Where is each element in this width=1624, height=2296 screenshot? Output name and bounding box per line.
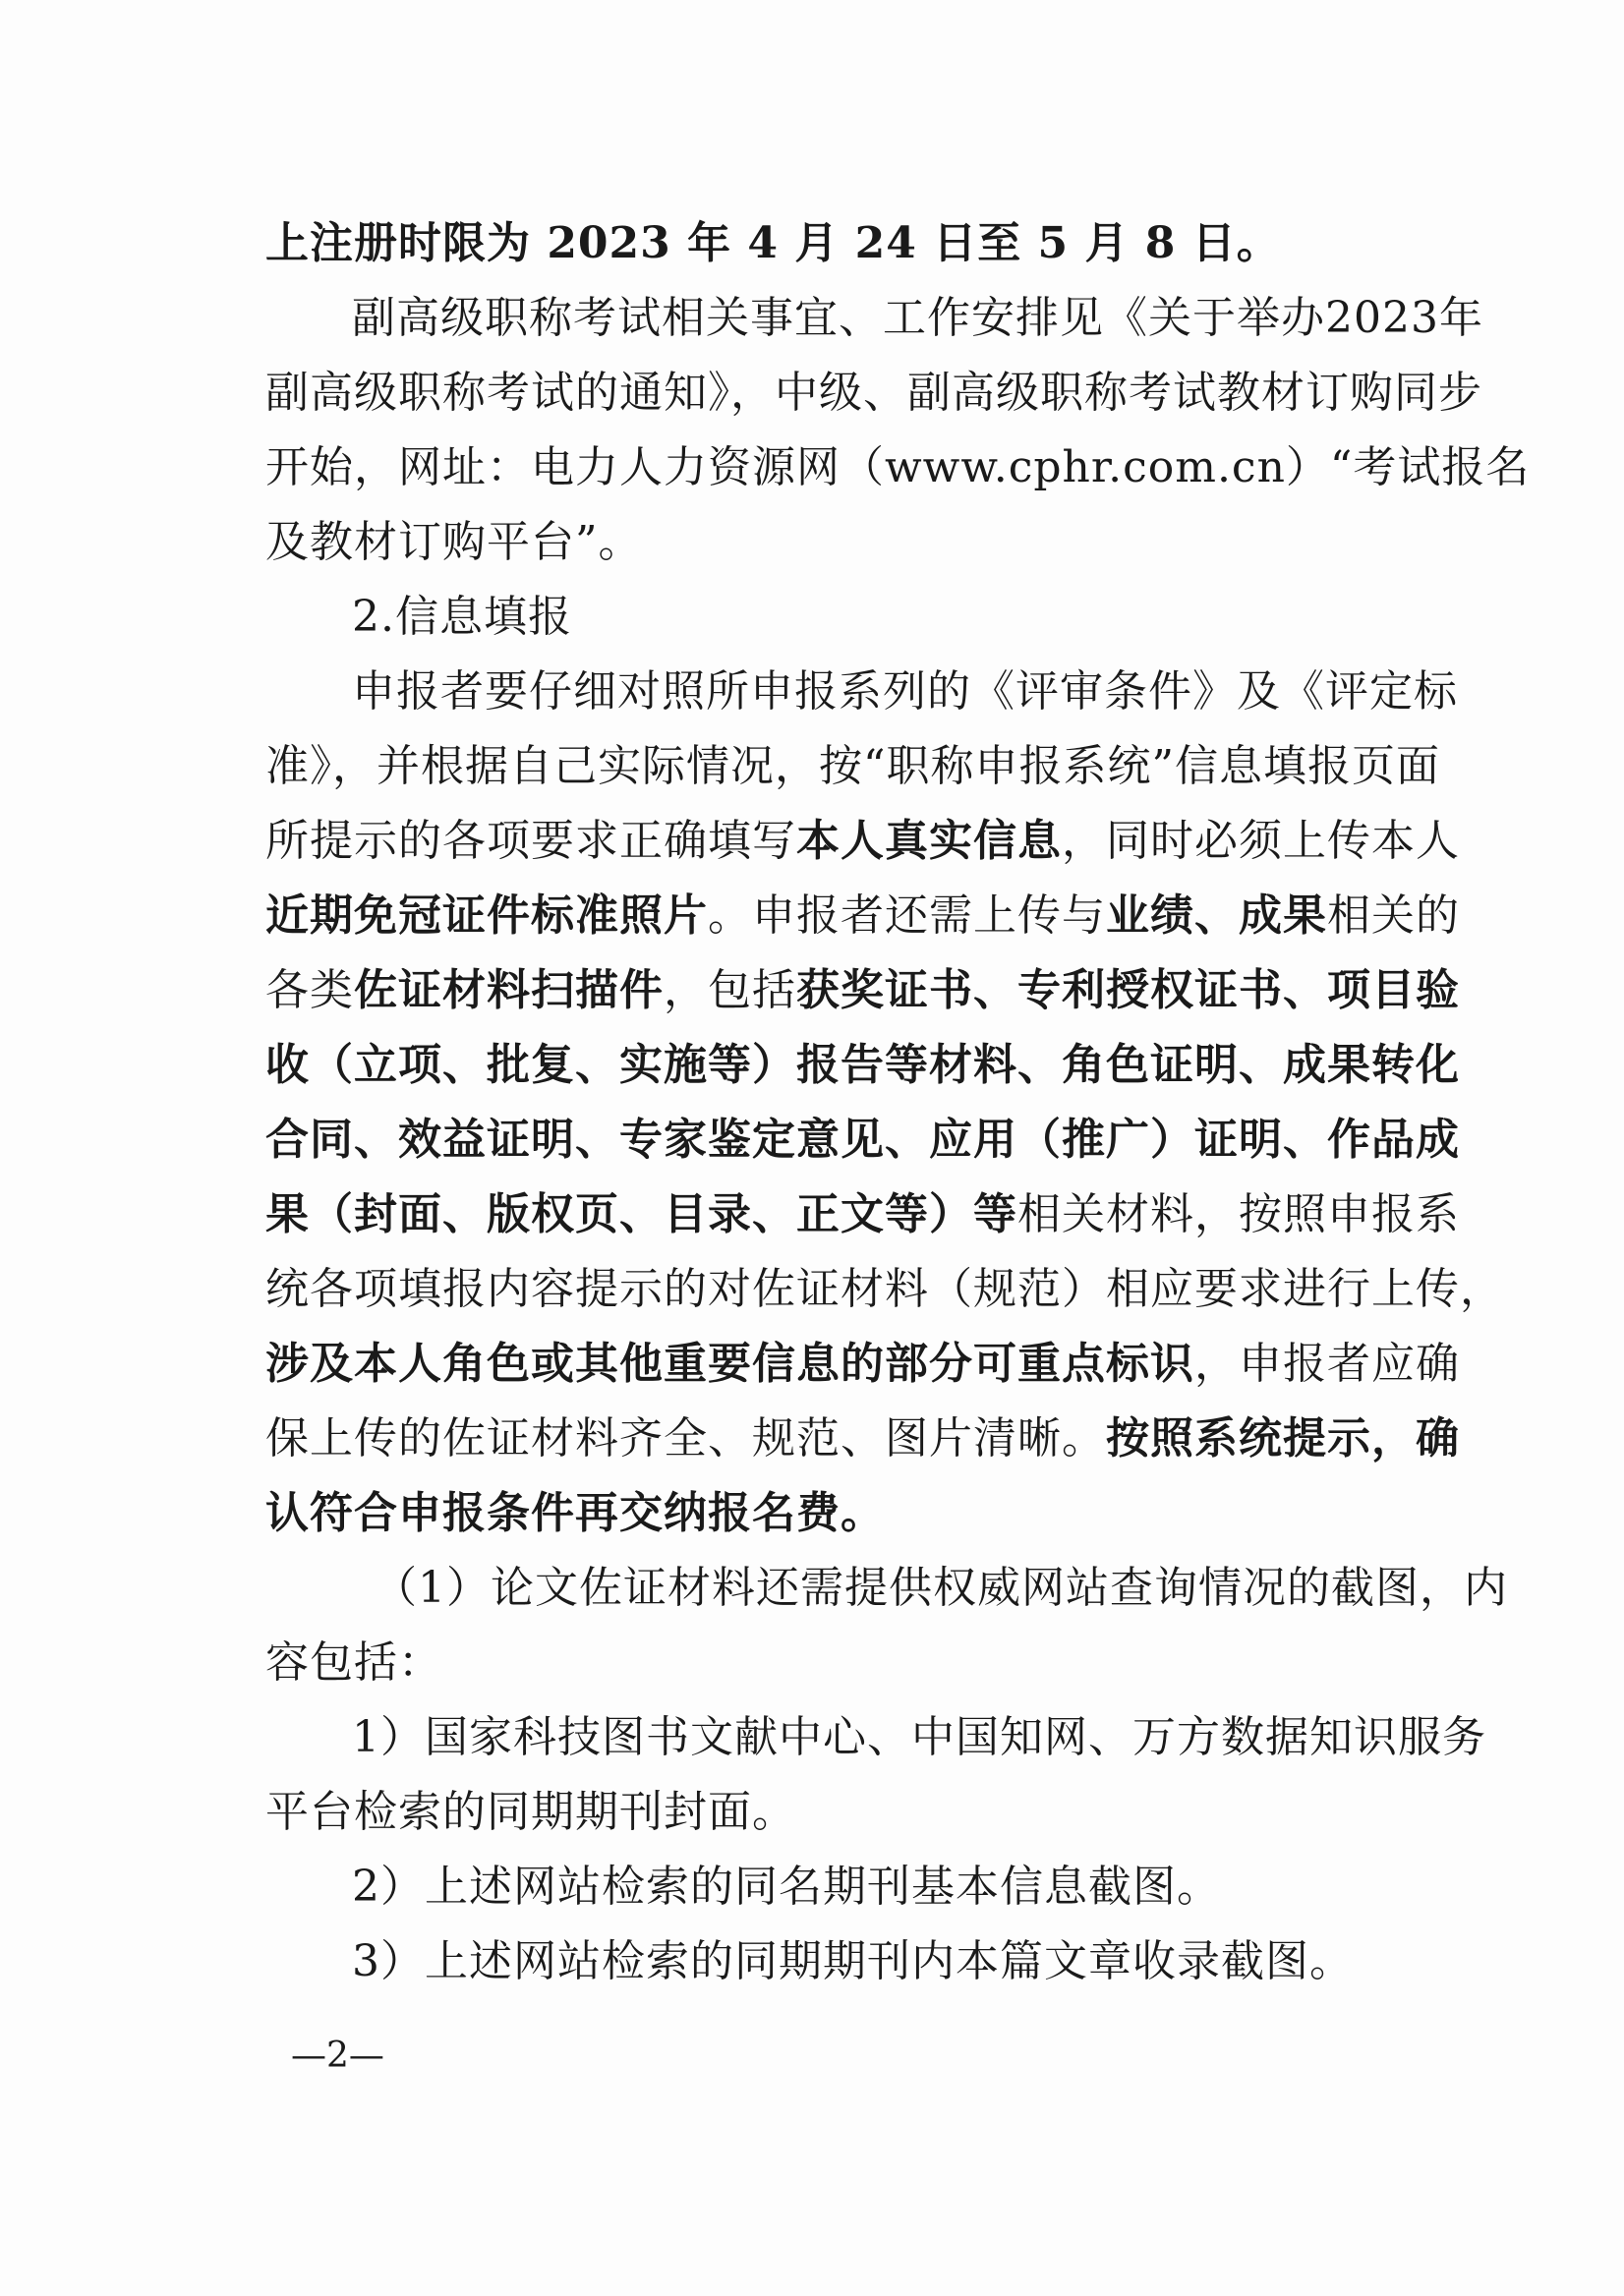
paragraph-line xyxy=(265,1476,1414,1551)
paragraph-line xyxy=(265,1252,1504,1327)
text-segment: ，同时必须上传本人 xyxy=(1062,816,1460,866)
paragraph-line xyxy=(265,206,1414,281)
paragraph-line xyxy=(265,953,1460,1028)
paragraph-line xyxy=(265,430,1531,505)
paragraph-line xyxy=(265,804,1460,879)
text-segment-bold: 本人真实信息 xyxy=(796,816,1062,866)
text-segment: 相关材料，按照申报系 xyxy=(1017,1189,1460,1239)
text-segment: 所提示的各项要求正确填写 xyxy=(265,816,796,866)
paragraph-line xyxy=(265,281,1483,356)
paragraph-line xyxy=(265,1551,1508,1626)
text-segment-bold: 果（封面、版权页、目录、正文等）等 xyxy=(265,1189,1017,1239)
text-segment-bold: 按照系统提示，确 xyxy=(1106,1413,1460,1464)
text-segment: 开始，网址：电力人力资源网（www.cphr.com.cn）“考试报名 xyxy=(265,442,1531,492)
text-segment: 准》，并根据自己实际情况，按“职称申报系统”信息填报页面 xyxy=(265,741,1440,791)
text-segment: 3）上述网站检索的同期期刊内本篇文章收录截图。 xyxy=(352,1936,1354,1986)
paragraph-line xyxy=(265,655,1458,729)
text-segment: 平台检索的同期期刊封面。 xyxy=(265,1787,796,1837)
text-segment-bold: 获奖证书、专利授权证书、项目验 xyxy=(796,965,1460,1015)
text-segment: 2.信息填报 xyxy=(352,592,572,642)
paragraph-line xyxy=(265,1028,1460,1103)
paragraph-line xyxy=(265,1402,1460,1476)
text-segment-bold: 认符合申报条件再交纳报名费。 xyxy=(265,1488,885,1538)
paragraph-line xyxy=(265,356,1482,430)
text-segment: 。申报者还需上传与 xyxy=(708,890,1106,941)
list-item xyxy=(265,1700,1486,1775)
text-segment: ，包括 xyxy=(664,965,796,1015)
paragraph-line xyxy=(265,1103,1460,1177)
text-segment: 2）上述网站检索的同名期刊基本信息截图。 xyxy=(352,1862,1221,1912)
text-segment-bold: 业绩、成果 xyxy=(1106,890,1327,941)
text-segment: 各类 xyxy=(265,965,354,1015)
text-segment-bold: 合同、效益证明、专家鉴定意见、应用（推广）证明、作品成 xyxy=(265,1115,1460,1165)
text-segment: 副高级职称考试相关事宜、工作安排见《关于举办2023年 xyxy=(352,293,1483,343)
list-item-continuation xyxy=(265,1775,1414,1850)
text-segment: 申报者要仔细对照所申报系列的《评审条件》及《评定标 xyxy=(352,666,1458,717)
list-item xyxy=(265,1924,1414,1999)
text-segment-bold: 收（立项、批复、实施等）报告等材料、角色证明、成果转化 xyxy=(265,1040,1460,1090)
paragraph-line xyxy=(265,729,1440,804)
paragraph-line xyxy=(265,1327,1460,1402)
text-segment: ，申报者应确 xyxy=(1194,1339,1460,1389)
text-segment: 统各项填报内容提示的对佐证材料（规范）相应要求进行上传， xyxy=(265,1264,1504,1314)
text-segment: 容包括： xyxy=(265,1637,442,1688)
text-segment: 及教材订购平台”。 xyxy=(265,517,643,567)
text-segment: 上注册时限为 2023 年 4 月 24 日至 5 月 8 日。 xyxy=(265,218,1281,268)
text-segment-bold: 佐证材料扫描件 xyxy=(354,965,664,1015)
text-segment: 副高级职称考试的通知》，中级、副高级职称考试教材订购同步 xyxy=(265,368,1482,418)
paragraph-line xyxy=(265,1626,1414,1700)
list-item xyxy=(265,1850,1414,1924)
paragraph-line xyxy=(265,505,1414,580)
text-segment: （1）论文佐证材料还需提供权威网站查询情况的截图，内 xyxy=(374,1563,1508,1613)
text-segment: 相关的 xyxy=(1327,890,1460,941)
text-segment: 保上传的佐证材料齐全、规范、图片清晰。 xyxy=(265,1413,1106,1464)
page-number: —2— xyxy=(291,2036,384,2076)
text-segment-bold: 近期免冠证件标准照片 xyxy=(265,890,708,941)
section-heading xyxy=(265,580,1414,655)
paragraph-line xyxy=(265,1177,1460,1252)
paragraph-line xyxy=(265,879,1460,953)
text-segment: 1）国家科技图书文献中心、中国知网、万方数据知识服务 xyxy=(352,1712,1486,1762)
document-body xyxy=(265,206,1531,1999)
text-segment-bold: 涉及本人角色或其他重要信息的部分可重点标识 xyxy=(265,1339,1194,1389)
